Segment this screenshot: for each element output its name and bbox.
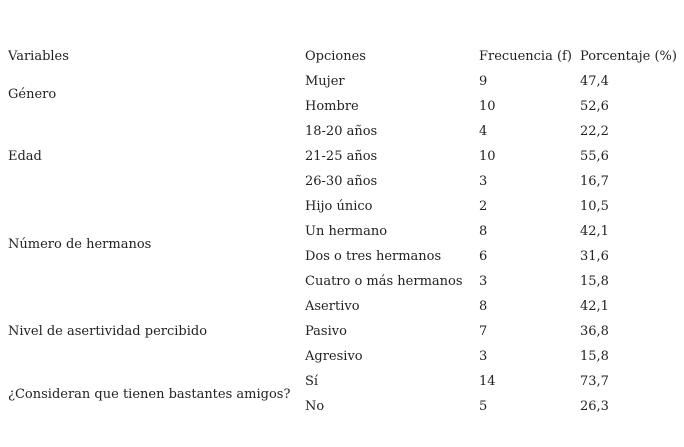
header-options: Opciones <box>305 49 366 64</box>
option-cell: Hijo único <box>305 199 373 214</box>
percentage-cell: 47,4 <box>580 74 609 89</box>
percentage-cell: 26,3 <box>580 399 609 414</box>
frequency-cell: 3 <box>479 174 488 189</box>
percentage-cell: 42,1 <box>580 299 609 314</box>
variable-cell: ¿Consideran que tienen bastantes amigos? <box>8 386 291 402</box>
frequency-cell: 10 <box>479 99 496 114</box>
frequency-cell: 5 <box>479 399 488 414</box>
percentage-cell: 31,6 <box>580 249 609 264</box>
option-cell: No <box>305 399 325 414</box>
percentage-cell: 55,6 <box>580 149 609 164</box>
header-variables: Variables <box>8 49 69 64</box>
variable-cell: Número de hermanos <box>8 236 152 252</box>
option-cell: Un hermano <box>305 224 388 239</box>
frequency-cell: 8 <box>479 224 488 239</box>
frequency-cell: 8 <box>479 299 488 314</box>
percentage-cell: 15,8 <box>580 274 609 289</box>
option-cell: Pasivo <box>305 324 347 339</box>
frequency-cell: 9 <box>479 74 488 89</box>
variable-cell: Edad <box>8 149 42 164</box>
percentage-cell: 10,5 <box>580 199 609 214</box>
table-row <box>8 69 678 94</box>
frequency-cell: 4 <box>479 124 488 139</box>
percentage-cell: 36,8 <box>580 324 609 339</box>
percentage-cell: 73,7 <box>580 374 609 389</box>
variable-cell: Nivel de asertividad percibido <box>8 324 208 339</box>
table-row <box>8 369 678 394</box>
option-cell: Agresivo <box>305 349 363 364</box>
option-cell: Hombre <box>305 99 359 114</box>
option-cell: Cuatro o más hermanos <box>305 274 463 289</box>
option-cell: 21-25 años <box>305 149 378 164</box>
frequency-cell: 10 <box>479 149 496 164</box>
option-cell: 18-20 años <box>305 124 378 139</box>
table-row <box>8 119 678 144</box>
frequency-cell: 3 <box>479 274 488 289</box>
frequency-cell: 2 <box>479 199 488 214</box>
variable-cell: Género <box>8 86 57 102</box>
table-row <box>8 194 678 219</box>
percentage-cell: 22,2 <box>580 124 609 139</box>
percentage-cell: 15,8 <box>580 349 609 364</box>
frequency-table <box>8 44 678 419</box>
frequency-cell: 7 <box>479 324 488 339</box>
table-row <box>8 294 678 319</box>
header-percentage: Porcentaje (%) <box>580 49 677 64</box>
table-header-row <box>8 44 678 69</box>
frequency-cell: 14 <box>479 374 496 389</box>
frequency-table-container <box>8 44 678 419</box>
frequency-cell: 3 <box>479 349 488 364</box>
frequency-cell: 6 <box>479 249 488 264</box>
option-cell: Dos o tres hermanos <box>305 249 442 264</box>
option-cell: Mujer <box>305 74 345 89</box>
option-cell: Asertivo <box>305 299 360 314</box>
percentage-cell: 52,6 <box>580 99 609 114</box>
option-cell: Sí <box>305 374 319 389</box>
option-cell: 26-30 años <box>305 174 378 189</box>
percentage-cell: 42,1 <box>580 224 609 239</box>
header-frequency: Frecuencia (f) <box>479 49 572 64</box>
percentage-cell: 16,7 <box>580 174 609 189</box>
